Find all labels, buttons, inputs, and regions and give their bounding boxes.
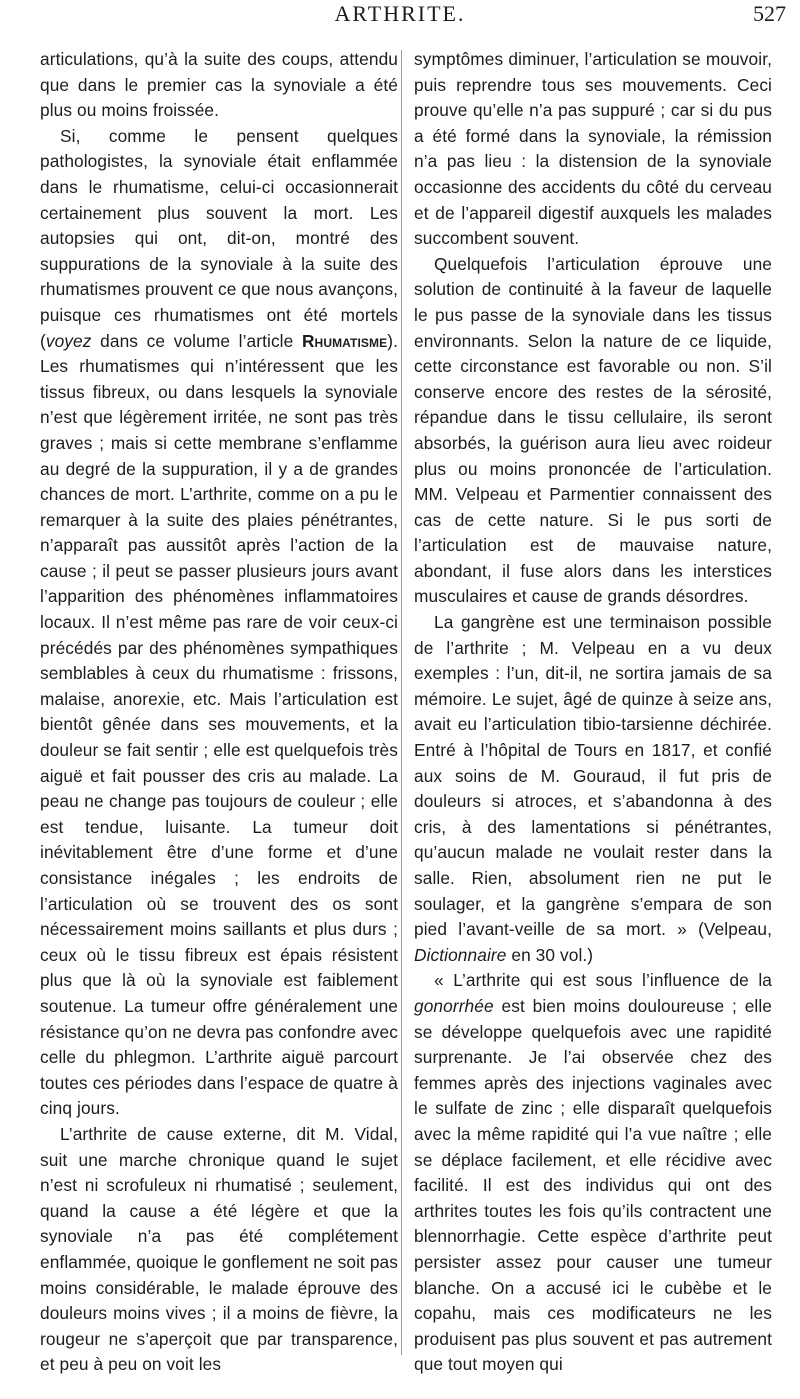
paragraph-text: est bien moins douloureuse ; elle se développe quelquefois avec une rapidité surprenante. Je l’ai observée chez des femmes après des injections vaginales avec le sulfate de zinc ; elle disparaît quelquefois avec la même rapidité qui l’a vue naître ; elle se déplace facilement, et elle récidive avec facilité. Il est des individus qui ont des arthrites toutes les fois qu’ils contractent une blennorrhagie. Cette espèce d’arthrite peut persister assez pour causer une tumeur blanche. On a accusé ici le cubèbe et le copahu, mais ces modificateurs ne les produisent pas plus souvent et pas autrement que tout moyen qui	[414, 995, 772, 1375]
running-title: ARTHRITE.	[334, 1, 466, 26]
paragraph	[414, 610, 772, 968]
paragraph-text: La gangrène est une terminaison possible de l’arthrite ; M. Velpeau en a vu deux exemples : l’un, dit-il, ne sortira jamais de sa mémoire. Le sujet, âgé de quinze à seize ans, avait eu l’articulation tibio-tarsienne déchirée. Entré à l’hôpital de Tours en 1817, et confié aux soins de M. Gouraud, il fut pris de douleurs si atroces, et s’abandonna à des cris, à des lamentations si pénétrantes, qu’aucun malade ne voulait rester dans la salle. Rien, absolument rien ne put le soulager, et la gangrène s’empara de son pied l’avant-veille de sa mort. » (Velpeau,	[414, 612, 772, 940]
paragraph: L’arthrite de cause externe, dit M. Vidal, suit une marche chronique quand le sujet n’est ni scrofuleux ni rhumatisé ; seulement, quand la cause a été légère et que la synoviale n’a pas été complétement enflammée, quoique le gonflement ne soit pas moins considérable, le malade éprouve des douleurs moins vives ; il a moins de fièvre, la rougeur ne s’aperçoit que par transparence, et peu à peu on voit les	[40, 1123, 398, 1375]
paragraph-text: ). Les rhumatismes qui n’intéressent que les tissus fibreux, ou dans lesquels la synoviale n’est que légèrement irritée, ne sont pas très graves ; mais si cette membrane s’enflamme au degré de la suppuration, il y a de grandes chances de mort. L’arthrite, comme on a pu le remarquer à la suite des plaies pénétrantes, n’apparaît pas aussitôt après l’action de la cause ; il peut se passer plusieurs jours avant l’apparition des phénomènes inflammatoires locaux. Il n’est même pas rare de voir ceux-ci précédés par des phénomènes sympathiques semblables à ceux du rhumatisme : frissons, malaise, anorexie, etc. Mais l’articulation est bientôt gênée dans ses mouvements, et la douleur se fait sentir ; elle est quelquefois très aiguë et fait pousser des cris au malade. La peau ne change pas toujours de couleur ; elle est tendue, luisante. La tumeur doit inévitablement être d’une forme et d’une consistance inégales ; les endroits de l’articulation où se trouvent des os sont nécessairement moins saillants et plus durs ; ceux où le tissu fibreux est épais résistent plus que là où la synoviale est faiblement soutenue. La tumeur offre généralement une résistance qu’on ne devra pas confondre avec celle du phlegmon. L’arthrite aiguë parcourt toutes ces périodes dans l’espace de quatre à cinq jours.	[40, 330, 398, 1119]
left-column	[40, 47, 398, 1378]
emphasis: gonorrhée	[414, 995, 494, 1016]
page-header	[0, 0, 800, 50]
paragraph	[40, 124, 398, 1122]
paragraph: symptômes diminuer, l’articulation se mouvoir, puis reprendre tous ses mouvements. Ceci prouve qu’elle n’a pas suppuré ; car si du pus a été formé dans la synoviale, la rémission n’a pas lieu : la distension de la synoviale occasionne des accidents du côté du cerveau et de l’appareil digestif auxquels les malades succombent souvent.	[414, 49, 772, 249]
column-divider	[401, 50, 402, 1355]
citation-title: Dictionnaire	[414, 944, 507, 965]
paragraph-text: en 30 vol.)	[506, 944, 594, 965]
cross-reference: voyez	[45, 330, 92, 351]
paragraph: articulations, qu’à la suite des coups, attendu que dans le premier cas la synoviale a été plus ou moins froissée.	[40, 49, 398, 121]
paragraph-text: dans ce volume l’article	[91, 330, 302, 351]
paragraph-text: Si, comme le pensent quelques pathologistes, la synoviale était enflammée dans le rhumatisme, celui-ci occasionnerait certainement plus souvent la mort. Les autopsies qui ont, dit-on, montré des suppurations de la synoviale à la suite des rhumatismes prouvent ce que nous avançons, puisque ces rhumatismes ont été mortels (	[40, 125, 398, 351]
article-reference: Rhumatisme	[301, 330, 388, 351]
paragraph	[414, 968, 772, 1378]
right-column	[414, 47, 772, 1378]
page-number: 527	[753, 1, 786, 26]
paragraph-text: « L’arthrite qui est sous l’influence de la	[434, 970, 772, 991]
paragraph: Quelquefois l’articulation éprouve une solution de continuité à la faveur de laquelle le pus passe de la synoviale dans les tissus environnants. Selon la nature de ce liquide, cette circonstance est favorable ou non. S’il conserve encore des restes de la sérosité, répandue dans le tissu cellulaire, ils seront absorbés, la guérison aura lieu avec roideur plus ou moins prononcée de l’articulation. MM. Velpeau et Parmentier connaissent des cas de cette nature. Si le pus sorti de l’articulation est de mauvaise nature, abondant, il fuse alors dans les interstices musculaires et cause de grands désordres.	[414, 253, 772, 607]
